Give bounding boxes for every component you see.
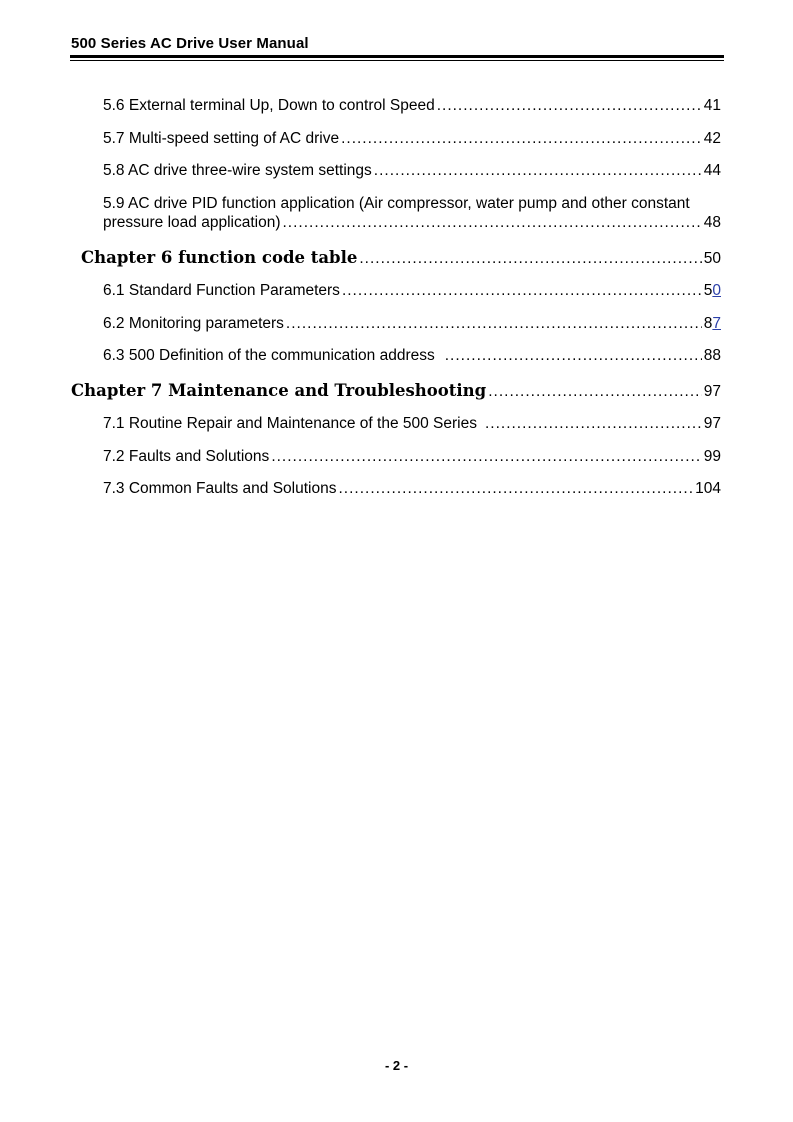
toc-entry-title: 7.1 Routine Repair and Maintenance of the 500 Series [103,415,477,432]
toc-page-number: 88 [703,347,721,364]
toc-entry-5-8[interactable] [103,161,721,181]
toc-chapter-6[interactable] [81,248,721,269]
toc-entry-title: 7.3 Common Faults and Solutions [103,480,337,497]
toc-chapter-title: Chapter 6 function code table [81,248,358,267]
toc-entry-title: 7.2 Faults and Solutions [103,448,270,465]
toc-page-number: 97 [703,383,721,400]
toc-leader-dots [488,382,702,402]
toc-page-number: 48 [703,214,721,231]
toc-entry-6-1[interactable] [103,281,721,301]
toc-page-number: 41 [703,97,721,114]
toc-entry-title: 6.2 Monitoring parameters [103,315,284,332]
header-rule-thin [70,60,724,61]
toc-page-number [704,314,721,334]
toc-page-number: 44 [703,162,721,179]
page-prefix: 8 [703,315,713,332]
toc-entry-5-9-line1[interactable]: 5.9 AC drive PID function application (Air compressor, water pump and other constant [103,195,690,212]
toc-leader-dots [437,96,702,116]
toc-entry-6-2[interactable] [103,314,721,334]
toc-page-number: 104 [695,480,721,497]
toc-page-number [704,281,721,301]
toc-chapter-title: Chapter 7 Maintenance and Troubleshooting [71,381,487,400]
header-rule-thick [70,55,724,58]
toc-entry-7-1[interactable] [103,414,721,434]
toc-leader-dots [374,161,702,181]
toc-chapter-7[interactable] [71,381,721,402]
toc-entry-5-7[interactable] [103,129,721,149]
toc-leader-dots [342,281,702,301]
page-number-footer: - 2 - [384,1058,409,1073]
page-prefix: 5 [703,282,713,299]
page-link-digit[interactable]: 7 [712,315,721,332]
toc-leader-dots [359,249,701,269]
toc-entry-5-9[interactable] [103,213,721,233]
toc-leader-dots [283,213,702,233]
toc-entry-title: 5.7 Multi-speed setting of AC drive [103,130,340,147]
toc-entry-6-3[interactable] [103,346,721,366]
toc-page-number: 42 [703,130,721,147]
toc-leader-dots [271,447,701,467]
toc-page-number: 99 [703,448,721,465]
toc-leader-dots [286,314,702,334]
toc-page-number: 97 [703,415,721,432]
toc-leader-dots [341,129,702,149]
toc-entry-7-2[interactable] [103,447,721,467]
toc-leader-dots [485,414,702,434]
document-header-title: 500 Series AC Drive User Manual [71,35,309,52]
toc-entry-title: 6.1 Standard Function Parameters [103,282,340,299]
toc-entry-title: 5.6 External terminal Up, Down to control Speed [103,97,435,114]
toc-entry-title: pressure load application) [103,214,281,231]
toc-entry-7-3[interactable] [103,479,721,499]
toc-leader-dots [338,479,693,499]
toc-entry-title: 5.8 AC drive three-wire system settings [103,162,372,179]
page-link-digit[interactable]: 0 [712,282,721,299]
toc-page-number: 50 [703,250,721,267]
toc-entry-5-6[interactable] [103,96,721,116]
toc-leader-dots [445,346,702,366]
toc-entry-title: 6.3 500 Definition of the communication address [103,347,435,364]
